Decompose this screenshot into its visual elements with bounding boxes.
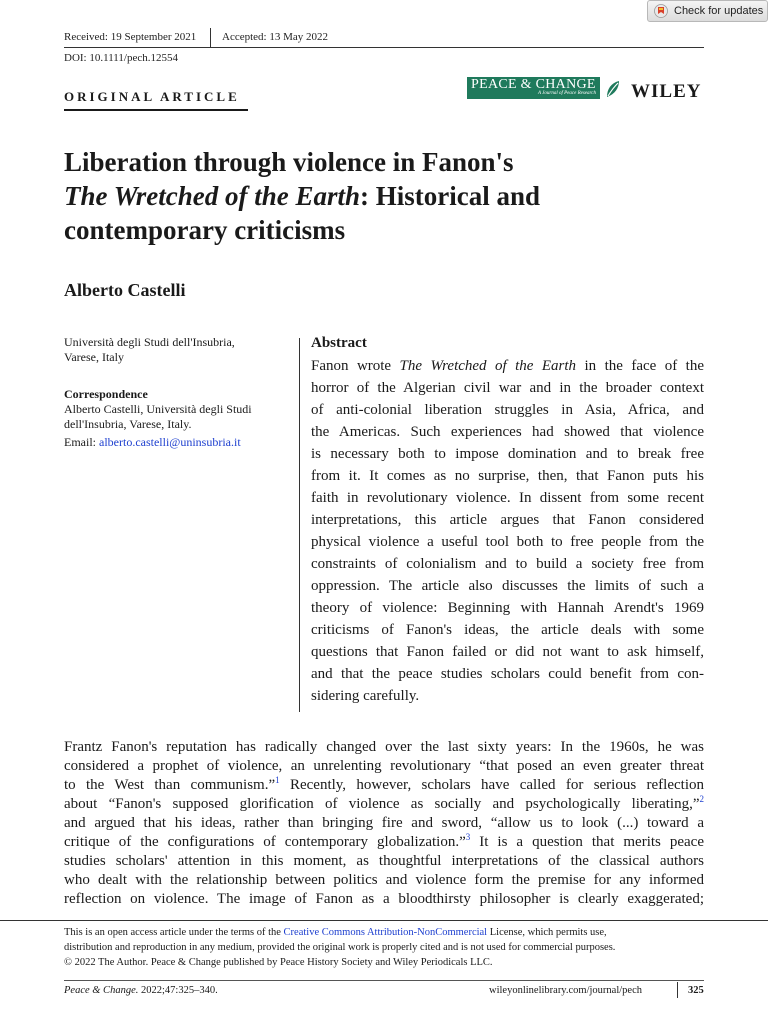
page-divider	[677, 982, 678, 998]
author-name: Alberto Castelli	[64, 280, 186, 300]
body-line: who dealt with the relationship between politics and violence form the premise for any informed	[64, 872, 704, 888]
correspondence-line: Alberto Castelli, Università degli Studi	[64, 402, 252, 416]
journal-name: PEACE & CHANGE	[471, 77, 596, 92]
license-line: This is an open access article under the terms of the Creative Commons Attribution-NonCommercial License, which permits use,	[64, 927, 607, 938]
footer-rule	[0, 920, 768, 921]
abstract-line: is necessary both to impose domination and to break free	[311, 446, 704, 462]
body-line: critique of the configurations of contemporary globalization.”$^3$ It is a question that merits peace	[64, 832, 704, 850]
received-date: Received: 19 September 2021	[64, 31, 197, 43]
body-line: reflection on violence. The image of Fanon as a bloodthirsty philosopher is clearly exaggerated;	[64, 891, 704, 907]
abstract-line: questions that Fanon failed or did not want to ask himself,	[311, 644, 704, 660]
accepted-date: Accepted: 13 May 2022	[222, 31, 328, 43]
title-line-3: contemporary criticisms	[64, 215, 346, 245]
article-title	[64, 145, 684, 247]
abstract-line: sidering carefully.	[311, 688, 420, 704]
abstract-line: criticisms of Fanon's ideas, the article deals with some	[311, 622, 704, 638]
correspondence-line: dell'Insubria, Varese, Italy.	[64, 417, 192, 431]
title-line-2	[64, 179, 684, 213]
journal-citation	[64, 985, 218, 996]
abstract-heading: Abstract	[311, 335, 367, 351]
journal-logo[interactable]	[467, 77, 600, 99]
footnote-ref-2[interactable]: 2	[699, 794, 704, 804]
abstract-line: oppression. The article also discusses the limits of such a	[311, 578, 704, 594]
check-updates-icon	[654, 4, 668, 18]
license-line: distribution and reproduction in any medium, provided the original work is properly cited and is not used for commercial purposes.	[64, 942, 616, 953]
abstract-line: faith in revolutionary violence. In dissent from some recent	[311, 490, 704, 506]
journal-url[interactable]: wileyonlinelibrary.com/journal/pech	[489, 985, 642, 996]
article-type-rule	[64, 109, 248, 111]
bottom-rule	[64, 980, 704, 981]
license-line: © 2022 The Author. Peace & Change published by Peace History Society and Wiley Periodicals LLC.	[64, 957, 493, 968]
publisher-logo[interactable]: WILEY	[631, 81, 702, 102]
footnote-ref-1[interactable]: 1	[275, 775, 280, 785]
abstract-line: horror of the Algerian civil war and in the broader context	[311, 380, 704, 396]
header-rule	[64, 47, 704, 48]
body-paragraph	[64, 738, 704, 909]
meta-divider	[210, 28, 211, 47]
body-line: studies scholars' attention in this moment, as thoughtful interpretations of the classical authors	[64, 853, 704, 869]
affiliation-line: Varese, Italy	[64, 350, 124, 364]
abstract-line: theory of violence: Beginning with Hannah Arendt's 1969	[311, 600, 704, 616]
book-title: The Wretched of the Earth	[399, 358, 577, 374]
affiliation-line: Università degli Studi dell'Insubria,	[64, 335, 235, 349]
abstract-line: and that the peace studies scholars could benefit from con-	[311, 666, 704, 682]
abstract-line: the Americas. Such experiences had showed that violence	[311, 424, 704, 440]
body-line: considered a prophet of violence, an unrelenting revolutionary “that posed an even greater threat	[64, 758, 704, 774]
license-notice	[64, 925, 704, 970]
abstract-text	[311, 355, 704, 707]
email-line	[64, 435, 241, 450]
body-line: and argued that his ideas, rather than bringing fire and sword, “allow us to look (...) toward a	[64, 815, 704, 831]
email-label: Email:	[64, 435, 99, 449]
check-updates-label: Check for updates	[674, 5, 764, 17]
title-line-1: Liberation through violence in Fanon's	[64, 147, 514, 177]
body-line: to the West than communism.”$^1$ Recently, however, scholars have called for serious reflection	[64, 775, 704, 793]
title-book-name: The Wretched of the Earth	[64, 181, 361, 211]
abstract-line: of anti-colonial liberation struggles in Asia, Africa, and	[311, 402, 704, 418]
check-for-updates-button[interactable]	[647, 0, 768, 22]
body-line: about “Fanon's supposed glorification of violence as socially and psychologically liberating,”$^2$	[64, 794, 704, 812]
citation-details: 2022;47:325–340.	[138, 985, 218, 996]
leaf-icon	[603, 79, 623, 99]
correspondence-heading: Correspondence	[64, 387, 148, 401]
abstract-line: interpretations, this article argues that Fanon considered	[311, 512, 704, 528]
affiliation	[64, 335, 284, 365]
correspondence-address	[64, 402, 284, 432]
abstract-line: from it. It comes as no surprise, then, that Fanon puts his	[311, 468, 704, 484]
footnote-ref-3[interactable]: 3	[465, 832, 471, 842]
abstract-line: physical violence a useful tool both to free people from the	[311, 534, 704, 550]
page-number: 325	[688, 985, 704, 996]
creative-commons-link[interactable]: Creative Commons Attribution-NonCommercial	[283, 927, 488, 938]
doi[interactable]: DOI: 10.1111/pech.12554	[64, 52, 178, 64]
journal-tagline: A Journal of Peace Research	[537, 91, 596, 96]
email-link[interactable]: alberto.castelli@uninsubria.it	[99, 435, 241, 449]
abstract-rule	[299, 338, 300, 712]
article-type-label: ORIGINAL ARTICLE	[64, 89, 240, 104]
title-line-2-rest: : Historical and	[360, 181, 541, 211]
body-line: Frantz Fanon's reputation has radically changed over the last sixty years: In the 1960s, he was	[64, 739, 704, 755]
abstract-line: constraints of colonialism and to build a society free from	[311, 556, 704, 572]
journal-title: Peace & Change.	[64, 985, 139, 996]
abstract-line: Fanon wrote The Wretched of the Earth in the face of the	[311, 358, 704, 374]
